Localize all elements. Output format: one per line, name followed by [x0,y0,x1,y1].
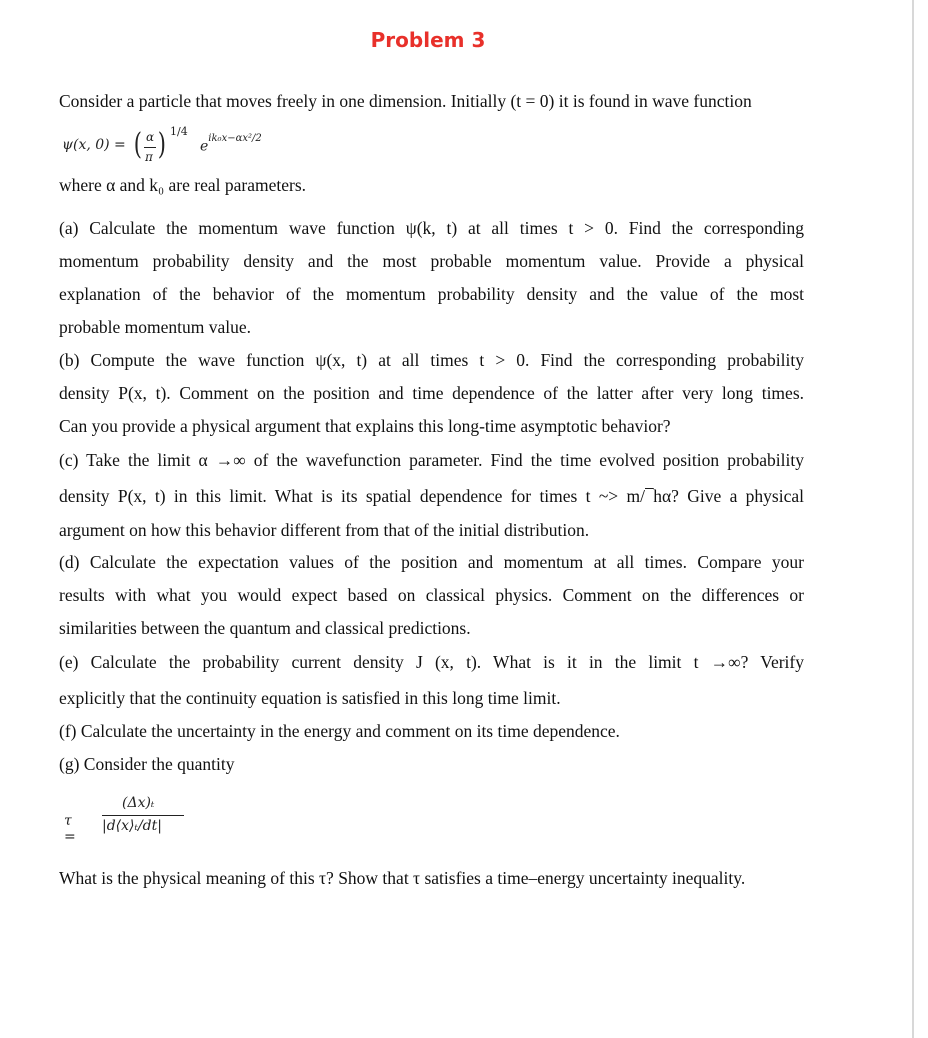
part-b-line-3: Can you provide a physical argument that explains this long-time asymptotic behavior? [59,416,671,436]
exponential-base: e [200,138,209,155]
fraction-denominator: π [145,150,153,164]
part-c-line-3: argument on how this behavior different from that of the initial distribution. [59,520,590,540]
power-quarter: 1/4 [170,125,188,138]
part-a-line-2: momentum probability density and the most probable momentum value. Provide a physical [59,251,804,271]
part-b-line-2: density P(x, t). Comment on the position and time dependence of the latter after very long times. [59,383,804,403]
part-c-line-2: density P(x, t) in this limit. What is its spatial dependence for times t ~> m/ ̅hα? Give a physical [59,486,804,506]
part-c-line-1: (c) Take the limit α →∞ of the wavefunction parameter. Find the time evolved position probability [59,450,804,470]
part-a-line-4: probable momentum value. [59,317,251,337]
part-d-line-2: results with what you would expect based on classical physics. Comment on the differences or [59,585,804,605]
tau-numerator: (Δx)ₜ [122,795,155,811]
page-edge-divider [912,0,914,1038]
tau-denominator: |d⟨x⟩ₜ/dt| [102,818,162,834]
equation-lhs: ψ(x, 0) = [62,137,126,153]
problem-title: Problem 3 [370,28,486,52]
part-a-line-3: explanation of the behavior of the momentum probability density and the value of the most [59,284,804,304]
part-e-line-1: (e) Calculate the probability current density J (x, t). What is it in the limit t →∞? Verify [59,652,804,672]
parameter-note: where α and k₀ are real parameters. [59,175,307,195]
final-question: What is the physical meaning of this τ? Show that τ satisfies a time–energy uncertainty inequality. [59,868,746,888]
part-a-line-1: (a) Calculate the momentum wave function ψ(k, t) at all times t > 0. Find the corresponding [59,218,804,238]
part-f-line: (f) Calculate the uncertainty in the energy and comment on its time dependence. [59,721,620,741]
intro-text: Consider a particle that moves freely in one dimension. Initially (t = 0) it is found in wave function [59,91,752,111]
part-g-line: (g) Consider the quantity [59,754,235,774]
tau-lhs: τ = [64,813,76,845]
part-d-line-1: (d) Calculate the expectation values of the position and momentum at all times. Compare your [59,552,804,572]
part-d-line-3: similarities between the quantum and classical predictions. [59,618,471,638]
fraction-numerator: α [146,130,155,144]
part-e-line-2: explicitly that the continuity equation is satisfied in this long time limit. [59,688,561,708]
exponential-power: ik₀x−αx²/2 [208,133,262,144]
part-b-line-1: (b) Compute the wave function ψ(x, t) at all times t > 0. Find the corresponding probability [59,350,804,370]
